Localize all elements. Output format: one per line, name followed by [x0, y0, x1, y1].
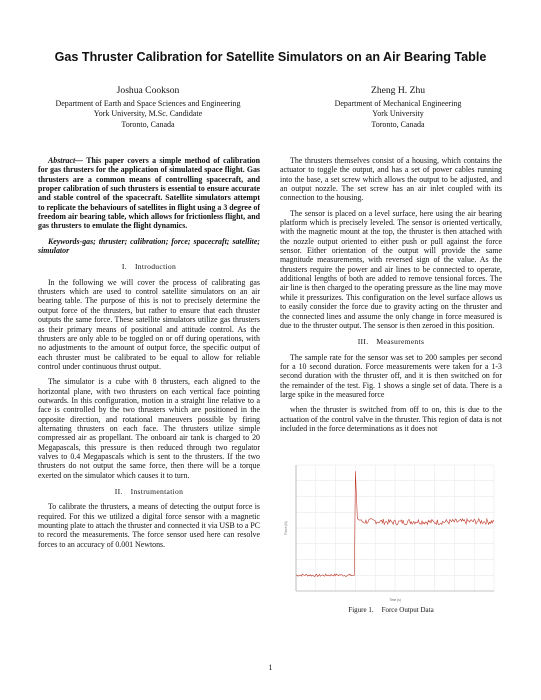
section-number: III. [357, 337, 369, 347]
section-title: Measurements [376, 337, 425, 347]
author-name: Joshua Cookson [116, 85, 180, 96]
paragraph: The thrusters themselves consist of a housing, which contains the actuator to toggle the output, and has a set of power cables running into the base, a set screw which allows the output to be adjusted, and an output nozzle. The set screw has an air inlet coupled with its connection to the housing. [280, 156, 502, 203]
author-block-2 [278, 86, 518, 130]
section-title: Introduction [134, 262, 177, 272]
figure-label: Figure 1. [348, 606, 374, 614]
section-heading-introduction [38, 262, 260, 271]
abstract [38, 156, 260, 231]
paper-title: Gas Thruster Calibration for Satellite Simulators on an Air Bearing Table [54, 50, 487, 64]
section-heading-instrumentation [38, 487, 260, 496]
chart-x-axis-label: Time (s) [389, 598, 401, 602]
figure-caption-text: Force Output Data [381, 606, 434, 614]
page-number: 1 [268, 663, 273, 672]
abstract-text: This paper covers a simple method of calibration for gas thrusters for the application of simulated space flight. Gas thrusters are a common means of controlling spacecraft, and proper calibration of such thrusters is essential to ensure accurate and stable control of the spacecraft. Satellite simulators attempt to replicate the behaviours of satellites in flight using a 3 degree of freedom air bearing table, which allows for frictionless flight, and gas thrusters to emulate the flight dynamics. [38, 156, 260, 231]
paragraph: when the thruster is switched from off to on, this is due to the actuation of the control valve in the thruster. This region of data is not included in the force determinations as it does not [280, 405, 502, 433]
author-affiliation: Department of Mechanical Engineering [334, 99, 462, 109]
author-position: York University, M.Sc. Candidate [93, 109, 203, 119]
section-number: I. [121, 262, 127, 272]
paragraph: The sensor is placed on a level surface, here using the air bearing platform which is precisely leveled. The sensor is oriented vertically, with the magnetic mount at the top, the thruster is then attached with the nozzle output oriented to either push or pull against the force sensor. Either orientation of the output will provide the same magnitude measurements, with reversed sign of the value. As the thrusters require the power and air lines to be connected to operate, additional lengths of both are added to remove tensional forces. The air line is then charged to the operating pressure as the line may move while it pressurizes. This configuration on the level surface allows us to easily consider the force due to gravity acting on the thruster and the connected lines and assume the only change in force measured is due to the thruster output. The sensor is then zeroed in this position. [280, 208, 502, 330]
right-column [280, 156, 502, 439]
section-number: II. [114, 487, 123, 496]
paragraph: The sample rate for the sensor was set to 200 samples per second for a 10 second duration. Force measurements were taken for a 1-3 second duration with the thruster off, and it is then switched on for the remainder of the test. Fig. 1 shows a single set of data. There is a large spike in the measured force [280, 352, 502, 399]
section-title: Instrumentation [130, 487, 184, 496]
author-name: Zheng H. Zhu [370, 85, 426, 96]
force-output-chart [282, 459, 500, 604]
section-heading-measurements [280, 337, 502, 346]
abstract-label: Abstract— [48, 156, 84, 165]
author-location: Toronto, Canada [121, 119, 175, 129]
keywords: Keywords-gas; thruster; calibration; force; spacecraft; satellite; simulator [38, 236, 260, 256]
figure-caption [282, 606, 500, 614]
paragraph: In the following we will cover the process of calibrating gas thrusters which are used to control satellite simulators on an air bearing table. The purpose of this is not to precisely determine the output force of the thrusters, but rather to ensure that each thruster outputs the same force. These satellite simulators utilize gas thrusters as their primary means of positional and attitude control. As the thrusters are only able to be toggled on or off during operations, with no adjustments to the amount of output force, the specific output of each thruster must be calibrated to be equal to allow for reliable control under continuous thrust output. [38, 277, 260, 371]
chart-y-axis-label: Force (N) [284, 521, 288, 535]
left-column [38, 156, 260, 555]
author-block-1 [28, 86, 268, 130]
author-position: York University [372, 109, 424, 119]
paragraph: To calibrate the thrusters, a means of detecting the output force is required. For this we utilized a digital force sensor with a magnetic mounting plate to attach the thruster and connected it via USB to a PC to record the measurements. The force sensor used here can resolve forces to an accuracy of 0.001 Newtons. [38, 502, 260, 549]
paragraph: The simulator is a cube with 8 thrusters, each aligned to the horizontal plane, with two thrusters on each vertical face pointing outwards. In this configuration, motion in a straight line relative to a face is controlled by the two thrusters which are positioned in the opposite direction, and rotational maneuvers possible by firing alternating thrusters on each face. The thrusters utilize simple compressed air as propellant. The onboard air tank is charged to 20 Megapascals, this pressure is then reduced through two regulator valves to 0.4 Megapascals which is sent to the thrusters. If the two thrusters do not output the same force, then there will be a torque exerted on the simulator which causes it to turn. [38, 377, 260, 480]
author-location: Toronto, Canada [371, 119, 425, 129]
chart-svg [282, 459, 500, 604]
author-affiliation: Department of Earth and Space Sciences and Engineering [55, 99, 241, 109]
